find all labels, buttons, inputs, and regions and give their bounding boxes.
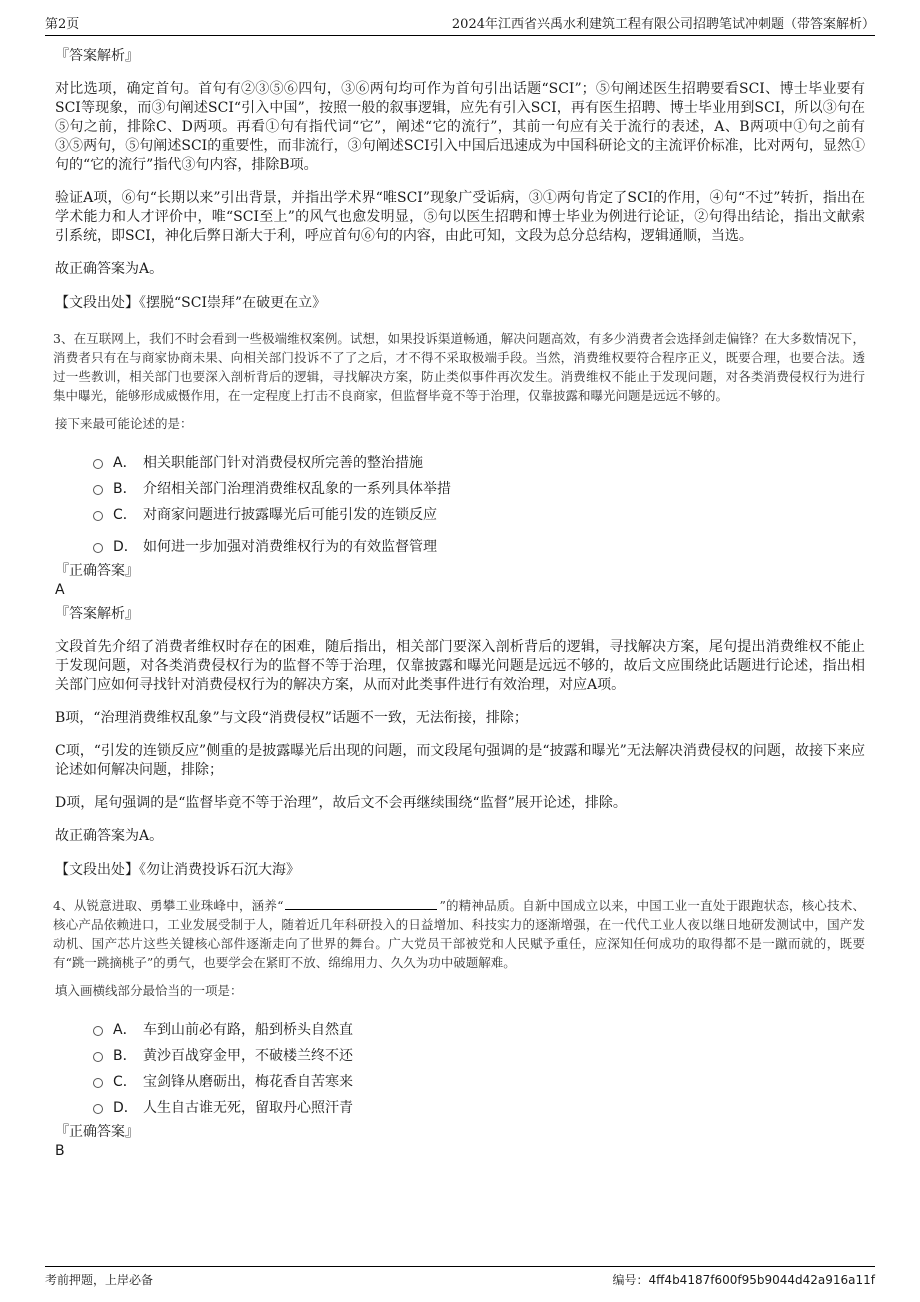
conclusion-text: 故正确答案为A。 [55, 261, 164, 277]
option-letter: B． [113, 1048, 137, 1064]
radio-icon[interactable] [93, 511, 103, 521]
radio-icon[interactable] [93, 1078, 103, 1088]
answer-tag: 『正确答案』 [55, 563, 139, 579]
option-letter: B． [113, 481, 137, 497]
option-text: 黄沙百战穿金甲，不破楼兰终不还 [143, 1048, 353, 1064]
option-text: 车到山前必有路，船到桥头自然直 [143, 1022, 353, 1038]
radio-icon[interactable] [93, 1052, 103, 1062]
analysis-tag: 『答案解析』 [55, 48, 139, 64]
question-text-after: ”的精神品质。自新中国成立以来，中国工业一直处于跟跑状态，核心技术、核心产品依赖进口，工业发展受制于人，随着近几年科研投入的日益增加、科技实力的逐渐增强，在一代代工业人夜以继日地研发测试中，国产发动机、国产芯片这些关键核心部件逐渐走向了世界的舞台。广大党员干部被党和人民赋予重任，应深知任何成功的取得都不是一蹴而就的，既要有“跳一跳摘桃子”的勇气，也要学会在紧盯不放、绵绵用力、久久为功中破题解难。 [53, 898, 865, 970]
radio-icon[interactable] [93, 1104, 103, 1114]
question-prompt: 填入画横线部分最恰当的一项是： [55, 983, 243, 998]
option-c[interactable] [93, 501, 865, 527]
option-letter: C． [113, 1074, 137, 1090]
analysis-paragraph: C项，“引发的连锁反应”侧重的是披露曝光后出现的问题，而文段尾句强调的是“披露和曝光”无法解决消费侵权的问题，故接下来应论述如何解决问题，排除； [55, 743, 865, 778]
option-text: 介绍相关部门治理消费维权乱象的一系列具体举措 [143, 481, 451, 497]
option-d[interactable] [93, 1094, 865, 1120]
conclusion-text: 故正确答案为A。 [55, 828, 164, 844]
footer-slogan: 考前押题，上岸必备 [45, 1273, 154, 1287]
option-text: 人生自古谁无死，留取丹心照汗青 [143, 1100, 353, 1116]
document-title: 2024年江西省兴禹水利建筑工程有限公司招聘笔试冲刺题（带答案解析） [451, 17, 875, 32]
document-code: 编号：4ff4b4187f600f95b9044d42a916a11f [612, 1273, 875, 1287]
option-text: 相关职能部门针对消费侵权所完善的整治措施 [143, 455, 423, 471]
option-letter: C． [113, 507, 137, 523]
analysis-paragraph: 文段首先介绍了消费者维权时存在的困难，随后指出，相关部门要深入剖析背后的逻辑，寻找解决方案，尾句提出消费维权不能止于发现问题，对各类消费侵权行为的监督不等于治理，仅靠披露和曝光问题是远远不够的，故后文应围绕此话题进行论述，指出相关部门应如何寻找针对消费侵权行为的解决方案，从而对此类事件进行有效治理，对应A项。 [55, 639, 865, 693]
page-number: 第2页 [45, 17, 80, 32]
option-text: 宝剑锋从磨砺出，梅花香自苦寒来 [143, 1074, 353, 1090]
analysis-tag: 『答案解析』 [55, 606, 139, 622]
question-text [53, 896, 865, 972]
radio-icon[interactable] [93, 459, 103, 469]
option-text: 如何进一步加强对消费维权行为的有效监督管理 [143, 539, 437, 555]
option-c[interactable] [93, 1068, 865, 1094]
source-citation: 【文段出处】《摆脱“SCI崇拜”在破更在立》 [55, 295, 327, 311]
analysis-paragraph: D项，尾句强调的是“监督毕竟不等于治理”，故后文不会再继续围绕“监督”展开论述，排除。 [55, 795, 627, 811]
question-text: 3、在互联网上，我们不时会看到一些极端维权案例。试想，如果投诉渠道畅通，解决问题高效，有多少消费者会选择剑走偏锋？在大多数情况下，消费者只有在与商家协商未果、向相关部门投诉不了了之后，才不得不采取极端手段。当然，消费维权要符合程序正义，既要合理，也要合法。透过一些教训，相关部门也要深入剖析背后的逻辑，寻找解决方案，防止类似事件再次发生。消费维权不能止于发现问题，对各类消费侵权行为进行集中曝光，能够形成威慑作用，在一定程度上打击不良商家，但监督毕竟不等于治理，仅靠披露和曝光问题是远远不够的。 [53, 331, 865, 403]
option-letter: A． [113, 455, 137, 471]
answer-tag: 『正确答案』 [55, 1124, 139, 1140]
radio-icon[interactable] [93, 485, 103, 495]
option-a[interactable] [93, 1016, 865, 1042]
answer-value: B [55, 1143, 65, 1159]
option-letter: D． [113, 539, 138, 555]
radio-icon[interactable] [93, 1026, 103, 1036]
analysis-paragraph: B项，“治理消费维权乱象”与文段“消费侵权”话题不一致，无法衔接，排除； [55, 710, 528, 726]
option-b[interactable] [93, 1042, 865, 1068]
question-prompt: 接下来最可能论述的是： [55, 416, 193, 431]
option-a[interactable] [93, 449, 865, 475]
analysis-paragraph: 对比选项，确定首句。首句有②③⑤⑥四句，③⑥两句均可作为首句引出话题“SCI”；⑤句阐述医生招聘要看SCI、博士毕业要有SCI等现象，而③句阐述SCI“引入中国”，按照一般的叙事逻辑，应先有引入SCI，再有医生招聘、博士毕业用到SCI，所以③句在⑤句之前，排除C、D两项。再看①句有指代词“它”，阐述“它的流行”，其前一句应有关于流行的表述，A、B两项中①句之前有③⑤两句，⑤句阐述SCI的重要性，而非流行，③句阐述SCI引入中国后迅速成为中国科研论文的主流评价标准，比对两句，显然①句的“它的流行”指代③句内容，排除B项。 [55, 81, 865, 173]
option-b[interactable] [93, 475, 865, 501]
option-letter: A． [113, 1022, 137, 1038]
page-footer [45, 1266, 875, 1293]
option-d[interactable] [93, 533, 865, 559]
option-text: 对商家问题进行披露曝光后可能引发的连锁反应 [143, 507, 437, 523]
options-list [93, 1016, 865, 1120]
answer-value: A [55, 582, 65, 598]
option-letter: D． [113, 1100, 138, 1116]
fill-blank [285, 897, 437, 910]
options-list [93, 449, 865, 559]
source-citation: 【文段出处】《勿让消费投诉石沉大海》 [55, 862, 300, 878]
question-text-before: 4、从锐意进取、勇攀工业珠峰中，涵养“ [53, 898, 284, 913]
page-content [55, 42, 865, 1165]
page-header [45, 10, 875, 36]
radio-icon[interactable] [93, 543, 103, 553]
analysis-paragraph: 验证A项，⑥句“长期以来”引出背景，并指出学术界“唯SCI”现象广受诟病，③①两句肯定了SCI的作用，④句“不过”转折，指出在学术能力和人才评价中，唯“SCI至上”的风气也愈发明显，⑤句以医生招聘和博士毕业为例进行论证，②句得出结论，指出文献索引系统，即SCI，神化后弊日渐大于利，呼应首句⑥句的内容，由此可知，文段为总分总结构，逻辑通顺，当选。 [55, 190, 865, 244]
